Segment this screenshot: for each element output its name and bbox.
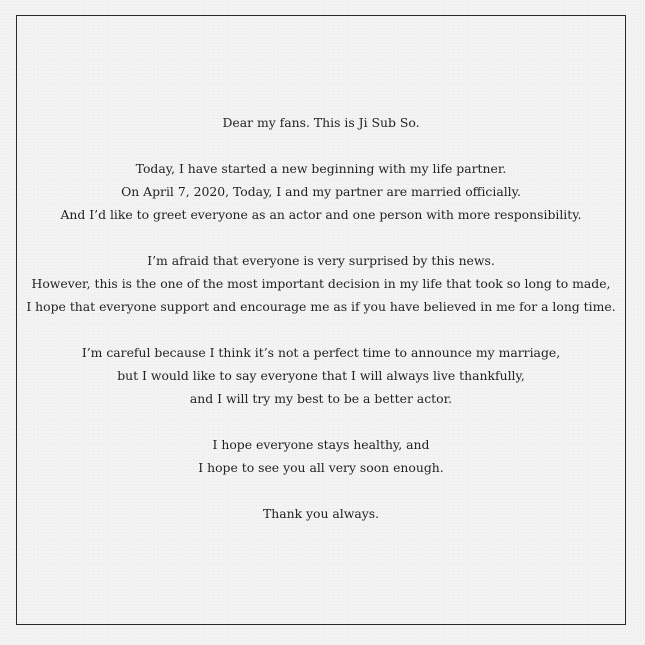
letter-line: I’m afraid that everyone is very surprised by this news. bbox=[147, 253, 495, 268]
letter-line: I’m careful because I think it’s not a perfect time to announce my marriage, bbox=[81, 345, 561, 360]
letter-line: I hope everyone stays healthy, and bbox=[212, 437, 430, 452]
letter-line: I hope to see you all very soon enough. bbox=[198, 460, 444, 475]
letter-line: I hope that everyone support and encourage me as if you have believed in me for a long time. bbox=[26, 299, 616, 314]
letter-line: Dear my fans. This is Ji Sub So. bbox=[222, 115, 420, 130]
letter-line: And I’d like to greet everyone as an actor and one person with more responsibility. bbox=[60, 207, 582, 222]
wishes-paragraph bbox=[16, 433, 626, 479]
letter-line: Today, I have started a new beginning with my life partner. bbox=[135, 161, 507, 176]
letter-body bbox=[16, 111, 626, 548]
announcement-paragraph bbox=[16, 157, 626, 226]
timing-paragraph bbox=[16, 341, 626, 410]
greeting-paragraph bbox=[16, 111, 626, 134]
surprise-paragraph bbox=[16, 249, 626, 318]
letter-line: Thank you always. bbox=[262, 506, 380, 521]
letter-line: and I will try my best to be a better actor. bbox=[189, 391, 453, 406]
letter-line: On April 7, 2020, Today, I and my partner are married officially. bbox=[121, 184, 521, 199]
letter-line: but I would like to say everyone that I will always live thankfully, bbox=[117, 368, 525, 383]
closing-paragraph bbox=[16, 502, 626, 525]
letter-line: However, this is the one of the most important decision in my life that took so long to made, bbox=[31, 276, 611, 291]
